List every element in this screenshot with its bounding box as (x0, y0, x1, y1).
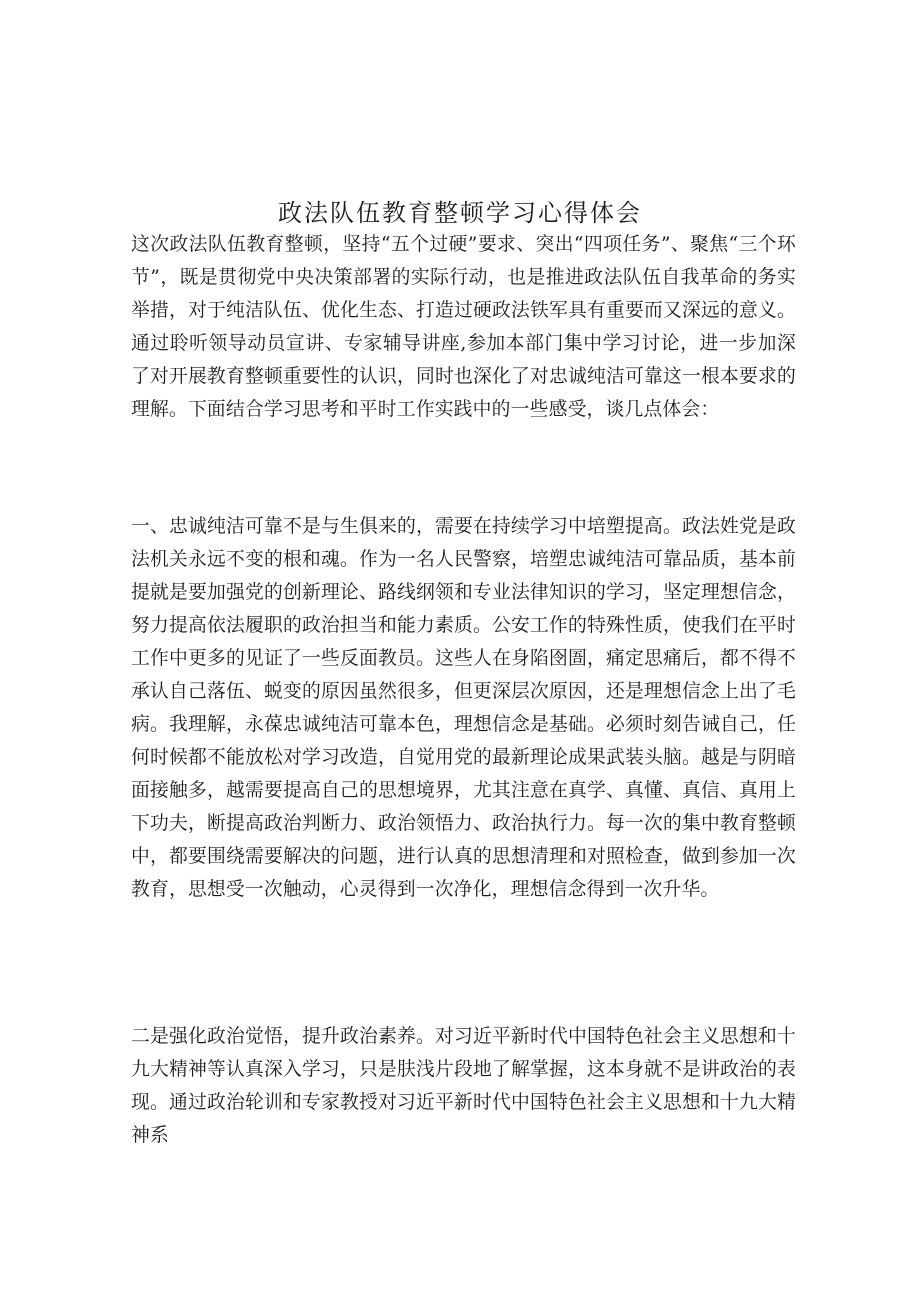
paragraph-point-one: 一、忠诚纯洁可靠不是与生俱来的，需要在持续学习中培塑提高。政法姓党是政法机关永远不变的根和魂。作为一名人民警察，培塑忠诚纯洁可靠品质，基本前提就是要加强党的创新理论、路线纲领和专业法律知识的学习，坚定理想信念，努力提高依法履职的政治担当和能力素质。公安工作的特殊性质，使我们在平时工作中更多的见证了一些反面教员。这些人在身陷囹圄，痛定思痛后，都不得不承认自己落伍、蜕变的原因虽然很多，但更深层次原因，还是理想信念上出了毛病。我理解，永葆忠诚纯洁可靠本色，理想信念是基础。必须时刻告诫自己，任何时候都不能放松对学习改造，自觉用党的最新理论成果武装头脑。越是与阴暗面接触多，越需要提高自己的思想境界，尤其注意在真学、真懂、真信、真用上下功夫，断提高政治判断力、政治领悟力、政治执行力。每一次的集中教育整顿中，都要围绕需要解决的问题，进行认真的思想清理和对照检查，做到参加一次教育，思想受一次触动，心灵得到一次净化，理想信念得到一次升华。 (131, 516, 796, 900)
paragraph-point-two: 二是强化政治觉悟，提升政治素养。对习近平新时代中国特色社会主义思想和十九大精神等认真深入学习，只是肤浅片段地了解掌握，这本身就不是讲政治的表现。通过政治轮训和专家教授对习近平新时代中国特色社会主义思想和十九大精神系 (131, 1026, 796, 1146)
document-title: 政法队伍教育整顿学习心得体会 (278, 199, 642, 227)
paragraph-intro: 这次政法队伍教育整顿，坚持“五个过硬”要求、突出“四项任务”、聚焦“三个环节”，既是贯彻党中央决策部署的实际行动，也是推进政法队伍自我革命的务实举措，对于纯洁队伍、优化生态、打造过硬政法铁军具有重要而又深远的意义。通过聆听领导动员宣讲、专家辅导讲座,参加本部门集中学习讨论，进一步加深了对开展教育整顿重要性的认识，同时也深化了对忠诚纯洁可靠这一根本要求的理解。下面结合学习思考和平时工作实践中的一些感受，谈几点体会： (131, 234, 796, 420)
